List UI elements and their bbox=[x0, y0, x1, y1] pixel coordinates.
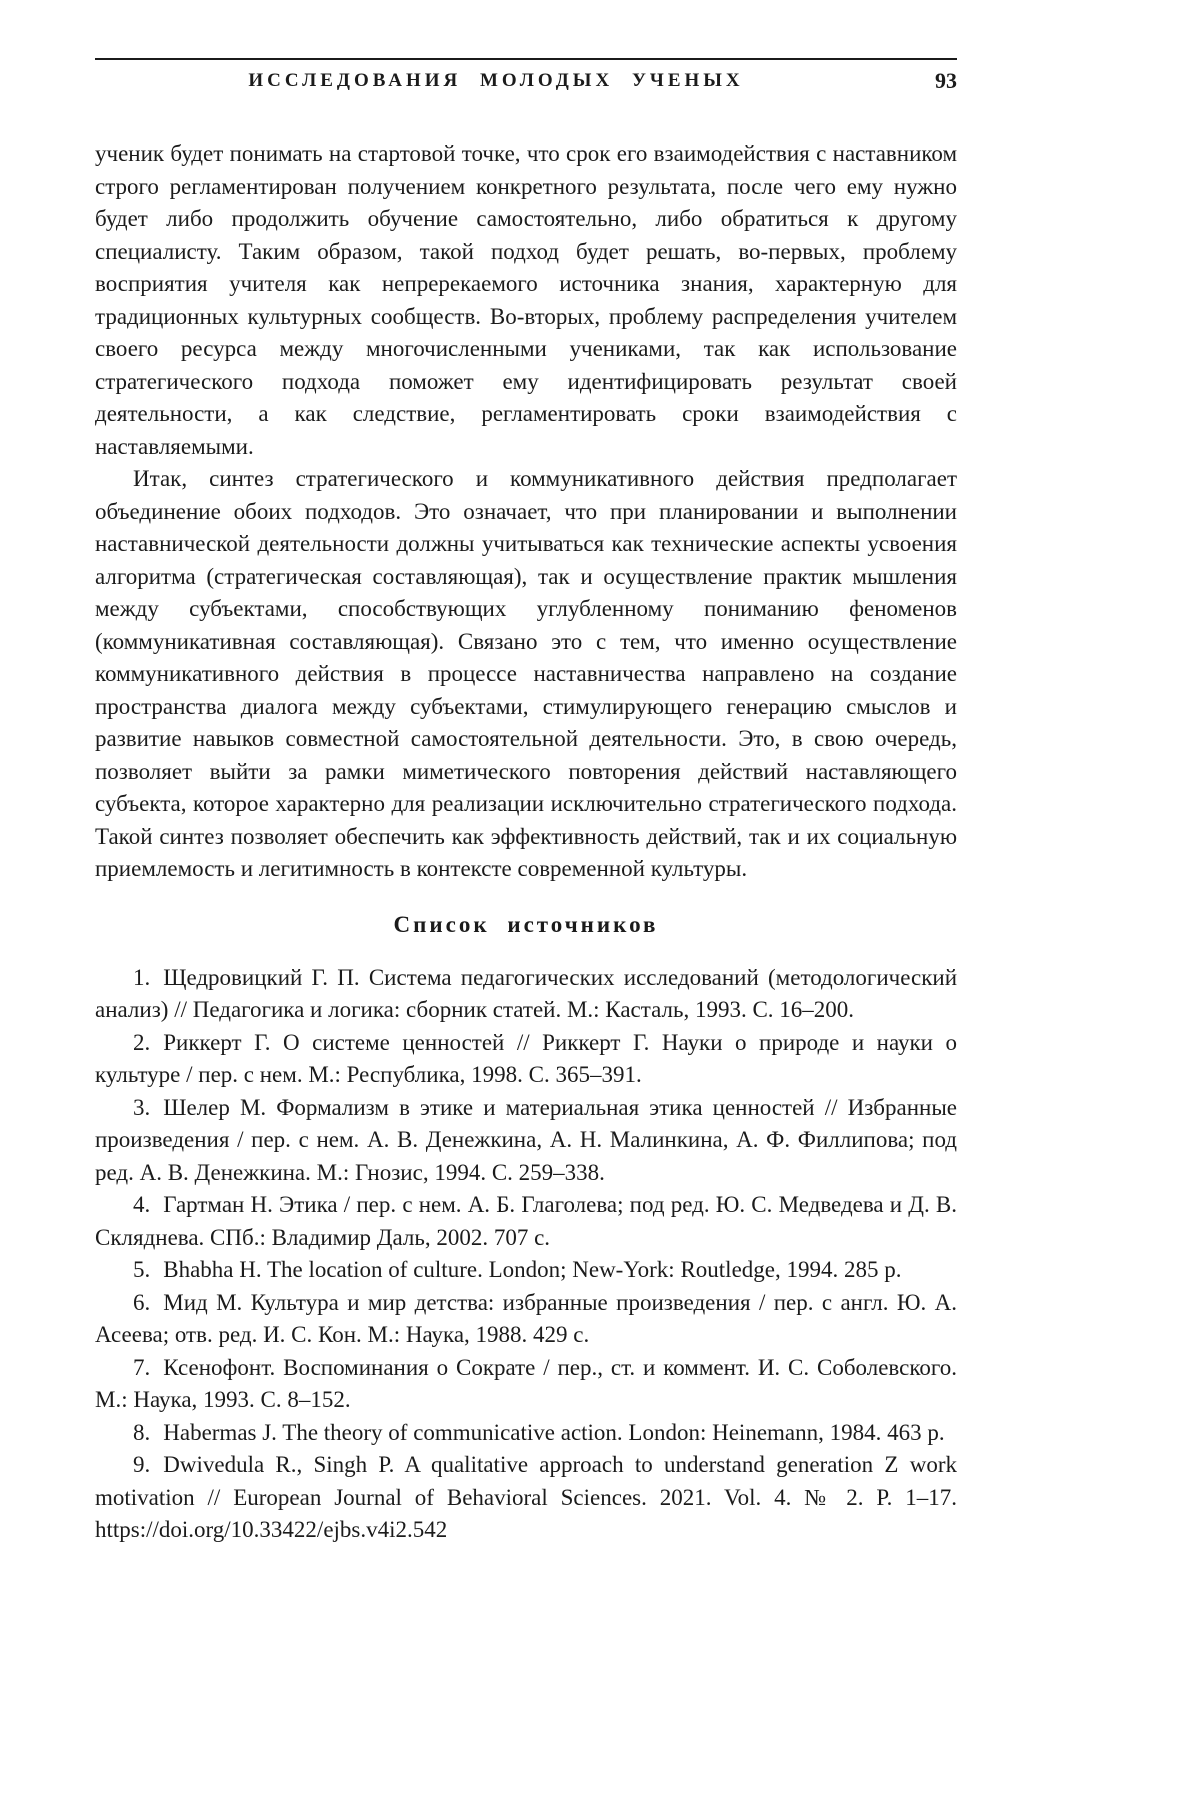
reference-text: Dwivedula R., Singh P. A qualitative approach to understand generation Z work motivation // European Journal of Behavioral Sciences. 2021. Vol. 4. № 2. P. 1–17. https://doi.org/10.33422/ejbs.v4i2.542 bbox=[95, 1452, 957, 1542]
reference-text: Шелер М. Формализм в этике и материальная этика ценностей // Избранные произведения / пер. с нем. А. В. Денежкина, А. Н. Малинкина, А. Ф. Филлипова; под ред. А. В. Денежкина. М.: Гнозис, 1994. С. 259–338. bbox=[95, 1094, 957, 1185]
reference-item bbox=[95, 1254, 957, 1287]
journal-page bbox=[95, 0, 957, 1547]
reference-text: Риккерт Г. О системе ценностей // Риккерт Г. Науки о природе и науки о культуре / пер. с нем. М.: Республика, 1998. С. 365–391. bbox=[95, 1029, 957, 1087]
reference-text: Гартман Н. Этика / пер. с нем. А. Б. Глаголева; под ред. Ю. С. Медведева и Д. В. Скляднева. СПб.: Владимир Даль, 2002. 707 с. bbox=[95, 1192, 957, 1250]
reference-number: 8. bbox=[133, 1419, 151, 1445]
reference-number: 4. bbox=[133, 1192, 151, 1217]
article-body bbox=[95, 138, 957, 886]
reference-number: 7. bbox=[133, 1354, 151, 1380]
paragraph: ученик будет понимать на стартовой точке, что срок его взаимодействия с наставником строго регламентирован получением конкретного результата, после чего ему нужно будет либо продолжить обучение самостоятельно, либо обратиться к другому специалисту. Таким образом, такой подход будет решать, во-первых, проблему восприятия учителя как непререкаемого источника знания, характерную для традиционных культурных сообществ. Во-вторых, проблему распределения учителем своего ресурса между многочисленными учениками, так как использование стратегического подхода поможет ему идентифицировать результат своей деятельности, а как следствие, регламентировать сроки взаимодействия с наставляемыми. bbox=[95, 141, 957, 459]
reference-text: Щедровицкий Г. П. Система педагогических исследований (методологический анализ) // Педагогика и логика: сборник статей. М.: Касталь, 1993. С. 16–200. bbox=[95, 964, 957, 1022]
references-heading: Список источников bbox=[393, 911, 659, 937]
reference-item bbox=[95, 962, 957, 1027]
reference-item bbox=[95, 1352, 957, 1417]
reference-item bbox=[95, 1189, 957, 1254]
running-title: ИССЛЕДОВАНИЯ МОЛОДЫХ УЧЕНЫХ bbox=[248, 70, 744, 91]
reference-number: 2. bbox=[133, 1029, 151, 1055]
reference-number: 9. bbox=[133, 1452, 151, 1477]
running-head bbox=[95, 58, 957, 104]
page-number: 93 bbox=[935, 68, 957, 93]
reference-text: Habermas J. The theory of communicative action. London: Heinemann, 1984. 463 p. bbox=[163, 1419, 945, 1445]
reference-text: Ксенофонт. Воспоминания о Сократе / пер., ст. и коммент. И. С. Соболевского. М.: Наука, 1993. С. 8–152. bbox=[95, 1354, 957, 1412]
reference-item bbox=[95, 1092, 957, 1190]
references-list bbox=[95, 962, 957, 1547]
reference-item bbox=[95, 1287, 957, 1352]
reference-text: Bhabha H. The location of culture. London; New-York: Routledge, 1994. 285 p. bbox=[163, 1257, 902, 1282]
reference-item bbox=[95, 1027, 957, 1092]
reference-text: Мид М. Культура и мир детства: избранные произведения / пер. с англ. Ю. А. Асеева; отв. ред. И. С. Кон. М.: Наука, 1988. 429 с. bbox=[95, 1289, 957, 1347]
reference-number: 5. bbox=[133, 1257, 151, 1282]
reference-item bbox=[95, 1417, 957, 1450]
paragraph: Итак, синтез стратегического и коммуникативного действия предполагает объединение обоих подходов. Это означает, что при планировании и выполнении наставнической деятельности должны учитываться как технические аспекты усвоения алгоритма (стратегическая составляющая), так и осуществление практик мышления между субъектами, способствующих углубленному пониманию феноменов (коммуникативная составляющая). Связано это с тем, что именно осуществление коммуникативного действия в процессе наставничества направлено на создание пространства диалога между субъектами, стимулирующего генерацию смыслов и развитие навыков совместной самостоятельной деятельности. Это, в свою очередь, позволяет выйти за рамки миметического повторения действий наставляющего субъекта, которое характерно для реализации исключительно стратегического подхода. Такой синтез позволяет обеспечить как эффективность действий, так и их социальную приемлемость и легитимность в контексте современной культуры. bbox=[95, 466, 957, 881]
reference-number: 3. bbox=[133, 1094, 151, 1120]
reference-number: 6. bbox=[133, 1289, 151, 1315]
reference-item bbox=[95, 1449, 957, 1547]
reference-number: 1. bbox=[133, 964, 151, 990]
